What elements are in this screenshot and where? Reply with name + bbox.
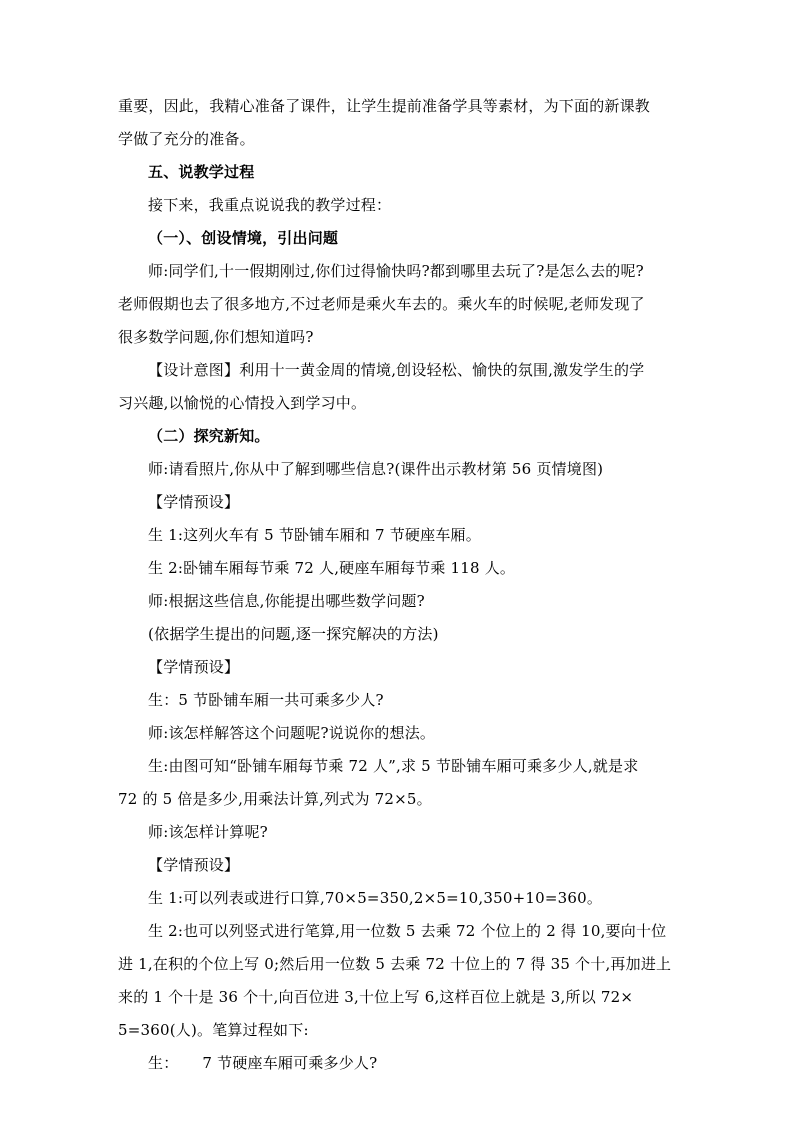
speaker-label: 生： <box>148 1054 179 1072</box>
subsection-heading: （一）、创设情境，引出问题 <box>148 229 339 247</box>
paragraph-line: 重要，因此，我精心准备了课件，让学生提前准备学具等素材，为下面的新课教 <box>118 97 651 115</box>
paragraph-line: 来的 1 个十是 36 个十,向百位进 3,十位上写 6,这样百位上就是 3,所以 72× <box>118 988 634 1006</box>
paragraph-line: 生 2:也可以列竖式进行笔算,用一位数 5 去乘 72 个位上的 2 得 10,要向十位 <box>148 922 667 940</box>
paragraph-line: 老师假期也去了很多地方,不过老师是乘火车去的。乘火车的时候呢,老师发现了 <box>118 295 645 313</box>
paragraph-line: 师:请看照片,你从中了解到哪些信息?(课件出示教材第 56 页情境图) <box>148 460 604 478</box>
question-text: 7 节硬座车厢可乘多少人? <box>202 1054 378 1072</box>
paragraph-line: 生：5 节卧铺车厢一共可乘多少人? <box>148 691 384 709</box>
body-text <box>118 90 682 1080</box>
paragraph-line: 师:根据这些信息,你能提出哪些数学问题? <box>148 592 425 610</box>
paragraph-line: 学做了充分的准备。 <box>118 130 255 148</box>
paragraph-line: 进 1,在积的个位上写 0;然后用一位数 5 去乘 72 十位上的 7 得 35 个十,再加进上 <box>118 955 672 973</box>
paragraph-line: 习兴趣,以愉悦的心情投入到学习中。 <box>118 394 367 412</box>
preset-label: 【学情预设】 <box>148 856 240 874</box>
paragraph-line: 师:同学们,十一假期刚过,你们过得愉快吗?都到哪里去玩了?是怎么去的呢? <box>148 262 644 280</box>
preset-label: 【学情预设】 <box>148 658 240 676</box>
preset-label: 【学情预设】 <box>148 493 240 511</box>
paragraph-line: 生:由图可知“卧铺车厢每节乘 72 人”,求 5 节卧铺车厢可乘多少人,就是求 <box>148 757 639 775</box>
section-heading: 五、说教学过程 <box>148 163 255 181</box>
paragraph-line: 生 2:卧铺车厢每节乘 72 人,硬座车厢每节乘 118 人。 <box>148 559 516 577</box>
paragraph-line: 师:该怎样解答这个问题呢?说说你的想法。 <box>148 724 436 742</box>
paragraph-line <box>118 1047 682 1080</box>
paragraph-line: (依据学生提出的问题,逐一探究解决的方法) <box>148 625 439 643</box>
paragraph-line: 接下来，我重点说说我的教学过程： <box>148 196 392 214</box>
paragraph-line: 很多数学问题,你们想知道吗? <box>118 328 314 346</box>
design-intent-line: 【设计意图】利用十一黄金周的情境,创设轻松、愉快的氛围,激发学生的学 <box>148 361 645 379</box>
paragraph-line: 5=360(人)。笔算过程如下: <box>118 1021 309 1039</box>
paragraph-line: 生 1:这列火车有 5 节卧铺车厢和 7 节硬座车厢。 <box>148 526 481 544</box>
paragraph-line: 师:该怎样计算呢? <box>148 823 268 841</box>
paragraph-line: 生 1:可以列表或进行口算,70×5=350,2×5=10,350+10=360。 <box>148 889 603 907</box>
subsection-heading: （二）探究新知。 <box>148 427 270 445</box>
paragraph-line: 72 的 5 倍是多少,用乘法计算,列式为 72×5。 <box>118 790 432 808</box>
